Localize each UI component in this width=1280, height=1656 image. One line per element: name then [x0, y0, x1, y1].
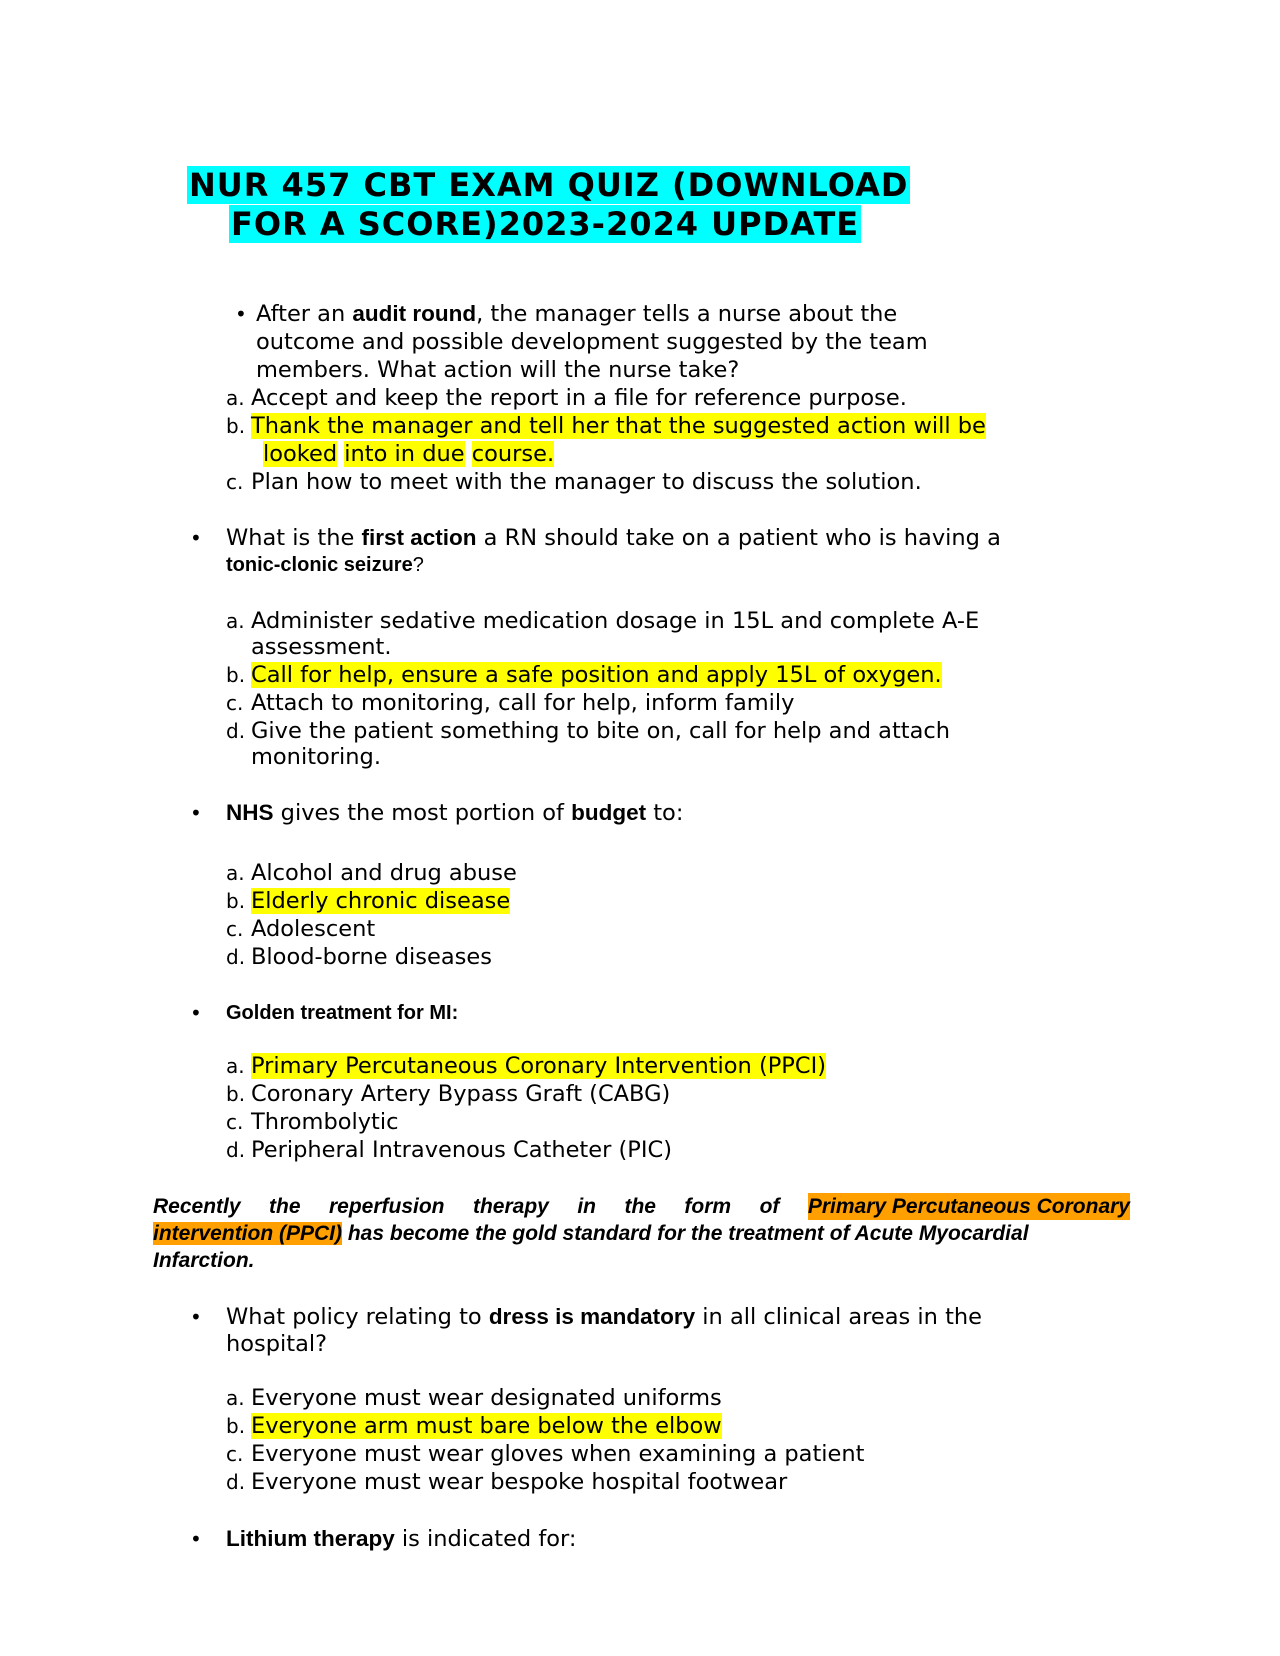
question-1-option-b-line-2: looked into in due course. — [263, 441, 555, 467]
answer-highlight: Elderly chronic disease — [251, 888, 511, 914]
answer-highlight: Primary Percutaneous Coronary Intervention (PPCI) — [251, 1053, 826, 1079]
question-4-line-1: Golden treatment for MI: — [226, 1002, 459, 1024]
question-2-line-1: What is the first action a RN should take on a patient who is having a — [226, 525, 1001, 551]
question-5-option-d: Everyone must wear bespoke hospital footwear — [251, 1469, 788, 1495]
note-line-2: intervention (PPCI) has become the gold standard for the treatment of Acute Myocardial — [153, 1222, 1029, 1245]
option-label: d. — [226, 1138, 246, 1162]
option-label: d. — [226, 719, 246, 743]
question-1-line-2: outcome and possible development suggested by the team — [256, 329, 928, 355]
question-6-line-1: Lithium therapy is indicated for: — [226, 1526, 577, 1552]
document-title-line-1: NUR 457 CBT EXAM QUIZ (DOWNLOAD — [189, 166, 909, 204]
option-label: c. — [226, 917, 244, 941]
question-5-line-2: hospital? — [226, 1331, 328, 1357]
note-highlight: Primary Percutaneous Coronary — [807, 1195, 1130, 1218]
question-2-option-d-line-1: Give the patient something to bite on, call for help and attach — [251, 718, 951, 744]
option-label: b. — [226, 1414, 246, 1438]
question-3-line-1: NHS gives the most portion of budget to: — [226, 800, 684, 826]
option-label: c. — [226, 1110, 244, 1134]
option-label: a. — [226, 861, 245, 885]
answer-highlight: Call for help, ensure a safe position and apply 15L of oxygen. — [251, 662, 942, 688]
option-label: c. — [226, 691, 244, 715]
note-line-3: Infarction. — [153, 1249, 255, 1272]
bullet-icon: • — [190, 1001, 202, 1025]
question-2-option-c: Attach to monitoring, call for help, inform family — [251, 690, 795, 716]
question-1-option-c: Plan how to meet with the manager to discuss the solution. — [251, 469, 922, 495]
question-5-option-a: Everyone must wear designated uniforms — [251, 1385, 722, 1411]
option-label: b. — [226, 1082, 246, 1106]
question-4-option-d: Peripheral Intravenous Catheter (PIC) — [251, 1137, 672, 1163]
question-2-line-2: tonic-clonic seizure? — [226, 554, 424, 576]
bullet-icon: • — [190, 1527, 202, 1551]
question-3-option-c: Adolescent — [251, 916, 376, 942]
option-label: c. — [226, 1442, 244, 1466]
question-5-option-b — [251, 1412, 722, 1440]
option-label: a. — [226, 386, 245, 410]
option-label: a. — [226, 1054, 245, 1078]
bullet-icon: • — [190, 526, 202, 550]
option-label: d. — [226, 1470, 246, 1494]
question-2-option-a-line-1: Administer sedative medication dosage in 15L and complete A-E — [251, 608, 980, 634]
question-5-option-c: Everyone must wear gloves when examining a patient — [251, 1441, 865, 1467]
bullet-icon: • — [235, 302, 247, 326]
option-label: c. — [226, 470, 244, 494]
question-1-line-1: After an audit round, the manager tells a nurse about the — [256, 301, 898, 327]
answer-highlight: Everyone arm must bare below the elbow — [251, 1413, 722, 1439]
option-label: d. — [226, 945, 246, 969]
answer-highlight: Thank the manager and tell her that the suggested action will be — [251, 413, 986, 439]
question-1-option-b-line-1 — [251, 412, 986, 440]
option-label: b. — [226, 414, 246, 438]
question-3-option-b — [251, 887, 510, 915]
question-4-option-b: Coronary Artery Bypass Graft (CABG) — [251, 1081, 671, 1107]
option-label: b. — [226, 889, 246, 913]
option-label: a. — [226, 609, 245, 633]
question-2-option-d-line-2: monitoring. — [251, 744, 381, 770]
note-paragraph — [153, 1193, 1130, 1274]
document-title-line-2: FOR A SCORE)2023-2024 UPDATE — [231, 205, 860, 243]
question-2-option-a-line-2: assessment. — [251, 634, 392, 660]
bullet-icon: • — [190, 1305, 202, 1329]
question-1-line-3: members. What action will the nurse take? — [256, 357, 740, 383]
question-5-line-1: What policy relating to dress is mandatory in all clinical areas in the — [226, 1304, 982, 1330]
question-3-option-a: Alcohol and drug abuse — [251, 860, 517, 886]
question-1-option-a: Accept and keep the report in a file for reference purpose. — [251, 385, 907, 411]
question-4-option-a — [251, 1052, 826, 1080]
note-line-1: Recently the reperfusion therapy in the form of Primary Percutaneous Coronary — [153, 1195, 1130, 1218]
question-4-option-c: Thrombolytic — [251, 1109, 399, 1135]
option-label: b. — [226, 663, 246, 687]
question-3-option-d: Blood-borne diseases — [251, 944, 492, 970]
bullet-icon: • — [190, 801, 202, 825]
option-label: a. — [226, 1386, 245, 1410]
note-highlight: intervention (PPCI) — [153, 1222, 343, 1245]
question-2-option-b — [251, 661, 942, 689]
